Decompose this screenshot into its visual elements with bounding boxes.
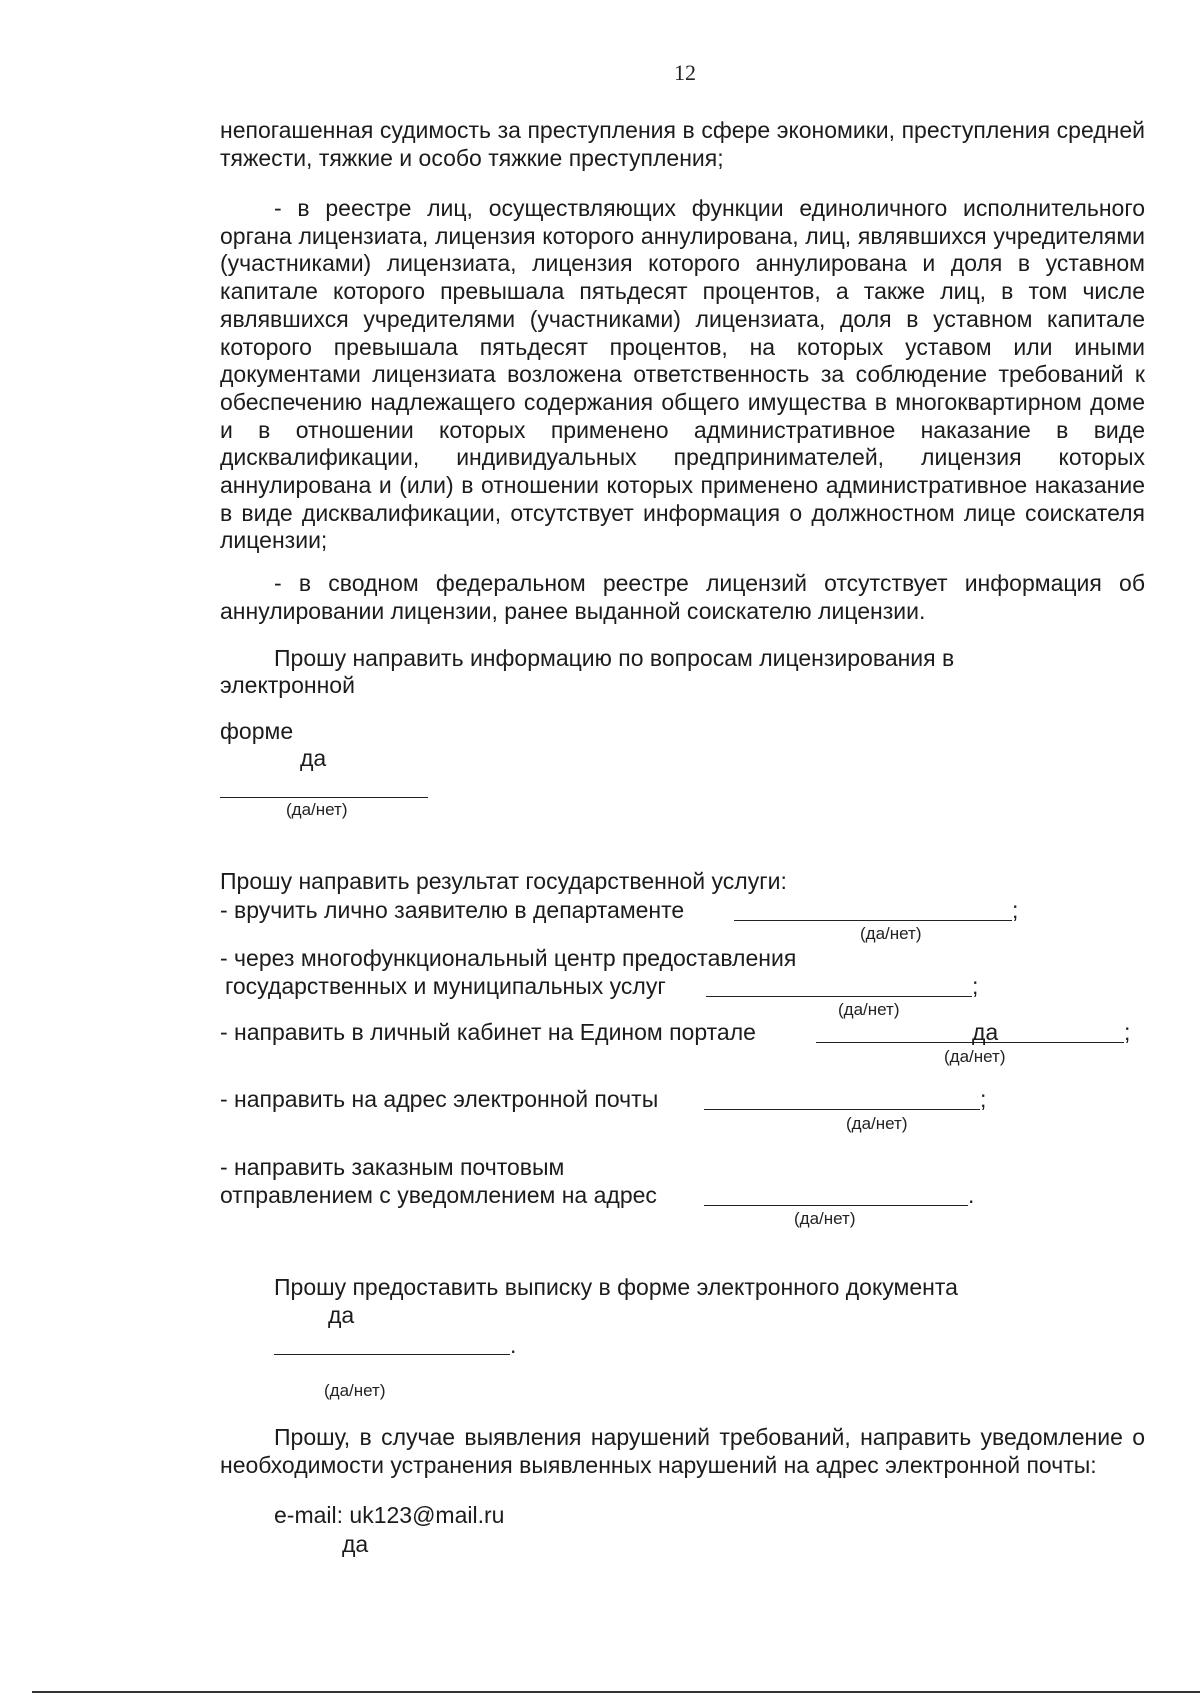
extract-request-end: . [510,1332,517,1358]
option-mfc-label-line-1: - через многофункциональный центр предоставления [220,945,797,971]
option-portal-label: - направить в личный кабинет на Едином портале [220,1019,756,1045]
result-request-title: Прошу направить результат государственной услуги: [220,868,787,894]
option-email-label: - направить на адрес электронной почты [220,1086,659,1112]
option-mfc-end: ; [972,973,979,999]
option-portal-hint: (да/нет) [944,1047,1006,1066]
violation-request-answer[interactable]: да [342,1531,369,1557]
electronic-request-answer-line [220,797,428,798]
violation-request-email: e-mail: uk123@mail.ru [274,1502,505,1528]
extract-request-text: Прошу предоставить выписку в форме электронного документа [274,1274,958,1300]
option-portal-answer-line[interactable] [816,1042,1124,1043]
option-mail-label: отправлением с уведомлением на адрес [220,1182,657,1208]
option-mail-end: . [968,1182,975,1208]
extract-request-hint: (да/нет) [324,1381,386,1400]
option-portal-answer[interactable]: да [972,1019,999,1045]
option-in-person-answer-line[interactable] [734,920,1012,921]
option-mail-hint: (да/нет) [794,1209,856,1228]
option-mfc-answer-line[interactable] [706,996,972,997]
violation-request-text: Прошу, в случае выявления нарушений требований, направить уведомление о необходимости устранения выявленных нарушений на адрес электронной почты: [220,1424,1145,1478]
electronic-request-line-2: электронной [220,672,355,698]
option-mail-label-line-1: - направить заказным почтовым [220,1154,565,1180]
option-email-answer-line[interactable] [704,1109,980,1110]
intro-paragraph: непогашенная судимость за преступления в сфере экономики, преступления средней тяжести, тяжкие и особо тяжкие преступления; [220,117,1145,171]
option-email-hint: (да/нет) [846,1114,908,1133]
electronic-request-hint: (да/нет) [286,800,348,819]
option-mfc-label: государственных и муниципальных услуг [225,973,666,999]
electronic-request-answer[interactable]: да [300,745,327,771]
option-mail-answer-line[interactable] [704,1205,968,1206]
option-email-end: ; [980,1086,987,1112]
option-in-person-label: - вручить лично заявителю в департаменте [220,897,685,923]
extract-request-answer-line [274,1354,510,1355]
electronic-request-line-3: форме [220,718,294,744]
electronic-request-line-1: Прошу направить информацию по вопросам лицензирования в [274,645,955,671]
option-in-person-hint: (да/нет) [860,924,922,943]
option-portal-end: ; [1124,1019,1131,1045]
federal-registry-paragraph: - в сводном федеральном реестре лицензий отсутствует информация об аннулировании лицензии, ранее выданной соискателю лицензии. [220,570,1145,624]
extract-request-answer[interactable]: да [328,1302,355,1328]
registry-paragraph: - в реестре лиц, осуществляющих функции единоличного исполнительного органа лицензиата, лицензия которого аннулирована, лиц, являвшихся учредителями (участниками) лицензиата, лицензия которого аннулирована и доля в уставном капитале которого превышала пятьдесят процентов, а также лиц, в том числе являвшихся учредителями (участниками) лицензиата, доля в уставном капитале которого превышала пятьдесят процентов, на которых уставом или иными документами лицензиата возложена ответственность за соблюдение требований к обеспечению надлежащего содержания общего имущества в многоквартирном доме и в отношении которых применено административное наказание в виде дисквалификации, индивидуальных предпринимателей, лицензия которых аннулирована и (или) в отношении которых применено административное наказание в виде дисквалификации, отсутствует информация о должностном лице соискателя лицензии; [220,195,1145,554]
option-in-person-end: ; [1012,897,1019,923]
option-mfc-hint: (да/нет) [838,1000,900,1019]
page-bottom-rule [32,1691,1200,1693]
page-number: 12 [674,60,696,85]
